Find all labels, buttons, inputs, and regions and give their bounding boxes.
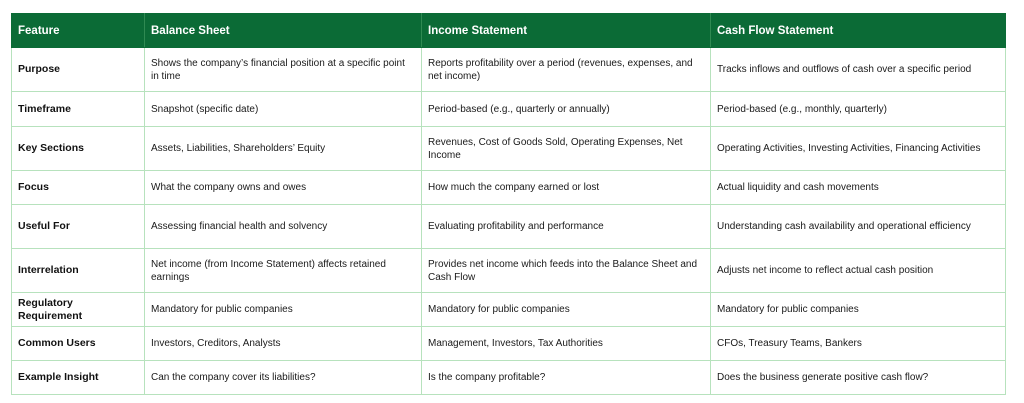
table-cell: Understanding cash availability and operational efficiency [711,205,1006,249]
header-row [12,14,1006,48]
row-label-key-sections: Key Sections [12,127,145,171]
header-balance-sheet: Balance Sheet [145,14,422,48]
table-cell: Provides net income which feeds into the Balance Sheet and Cash Flow [422,249,711,293]
table-row [12,171,1006,205]
table-row [12,48,1006,92]
header-income-statement: Income Statement [422,14,711,48]
table-cell: CFOs, Treasury Teams, Bankers [711,327,1006,361]
header-cash-flow-statement: Cash Flow Statement [711,14,1006,48]
table-row [12,249,1006,293]
table-row [12,327,1006,361]
table-cell: Assessing financial health and solvency [145,205,422,249]
table-cell: Adjusts net income to reflect actual cash position [711,249,1006,293]
table-cell: Assets, Liabilities, Shareholders’ Equity [145,127,422,171]
table-cell: Tracks inflows and outflows of cash over a specific period [711,48,1006,92]
table-cell: How much the company earned or lost [422,171,711,205]
table-row [12,205,1006,249]
table-cell: Reports profitability over a period (revenues, expenses, and net income) [422,48,711,92]
row-label-example-insight: Example Insight [12,361,145,395]
comparison-table-container [11,13,1005,395]
table-cell: Mandatory for public companies [145,293,422,327]
table-cell: Is the company profitable? [422,361,711,395]
table-cell: Evaluating profitability and performance [422,205,711,249]
table-row [12,127,1006,171]
row-label-timeframe: Timeframe [12,92,145,127]
row-label-regulatory-requirement: Regulatory Requirement [12,293,145,327]
row-label-useful-for: Useful For [12,205,145,249]
row-label-focus: Focus [12,171,145,205]
table-cell: Management, Investors, Tax Authorities [422,327,711,361]
table-body [12,48,1006,395]
table-cell: What the company owns and owes [145,171,422,205]
table-cell: Mandatory for public companies [422,293,711,327]
table-cell: Actual liquidity and cash movements [711,171,1006,205]
table-cell: Operating Activities, Investing Activities, Financing Activities [711,127,1006,171]
header-feature: Feature [12,14,145,48]
table-cell: Period-based (e.g., monthly, quarterly) [711,92,1006,127]
table-row [12,92,1006,127]
table-cell: Period-based (e.g., quarterly or annually) [422,92,711,127]
row-label-interrelation: Interrelation [12,249,145,293]
table-header [12,14,1006,48]
table-cell: Can the company cover its liabilities? [145,361,422,395]
row-label-purpose: Purpose [12,48,145,92]
table-cell: Does the business generate positive cash flow? [711,361,1006,395]
financial-statements-comparison-table [11,13,1006,395]
table-cell: Revenues, Cost of Goods Sold, Operating Expenses, Net Income [422,127,711,171]
table-cell: Shows the company’s financial position at a specific point in time [145,48,422,92]
table-row [12,361,1006,395]
table-cell: Mandatory for public companies [711,293,1006,327]
table-cell: Snapshot (specific date) [145,92,422,127]
row-label-common-users: Common Users [12,327,145,361]
table-cell: Investors, Creditors, Analysts [145,327,422,361]
table-row [12,293,1006,327]
table-cell: Net income (from Income Statement) affects retained earnings [145,249,422,293]
